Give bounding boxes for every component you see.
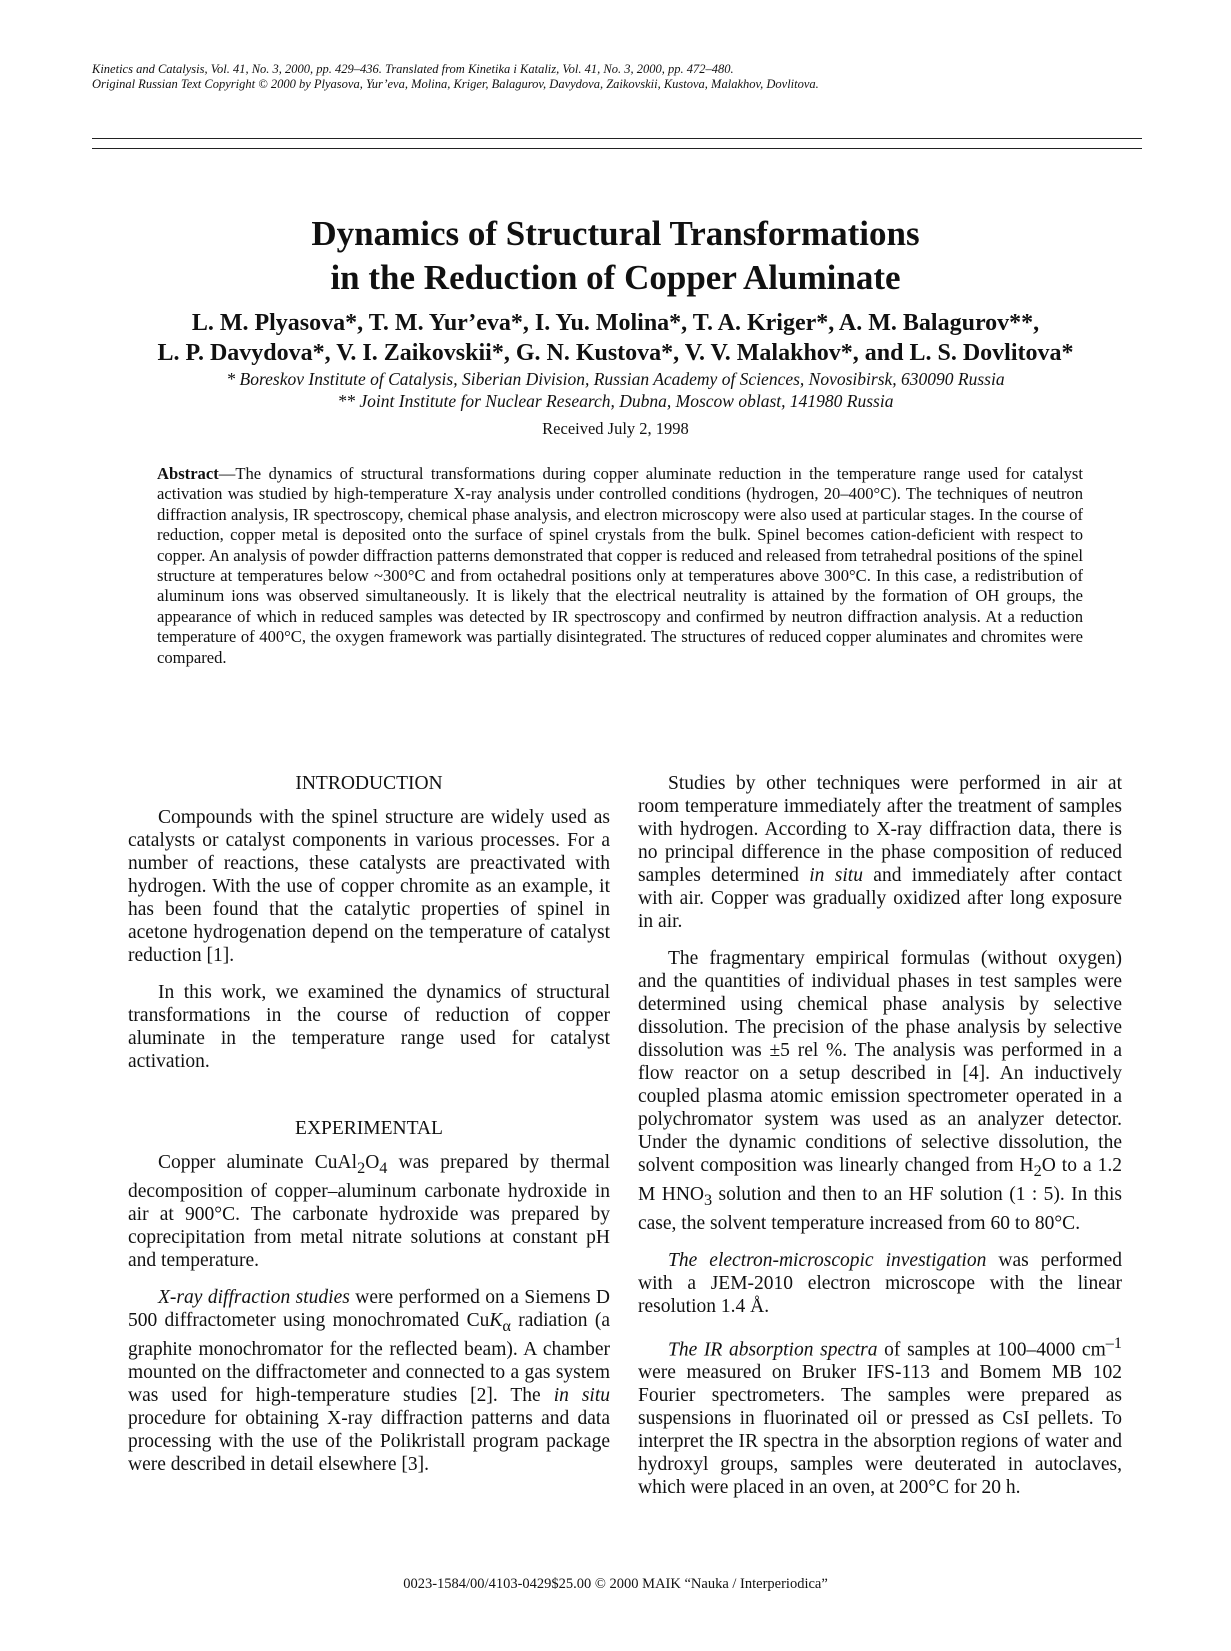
right-paragraph-3 bbox=[638, 1249, 1122, 1318]
abstract bbox=[157, 464, 1083, 668]
r-p2-sub-2: 3 bbox=[703, 1190, 713, 1209]
title-line-2: in the Reduction of Copper Aluminate bbox=[330, 258, 901, 297]
exp-p1-sub-2: 4 bbox=[379, 1158, 388, 1177]
r-p2-sub-1: 2 bbox=[1033, 1161, 1042, 1180]
title-line-1: Dynamics of Structural Transformations bbox=[311, 214, 920, 253]
exp-p2-text-c: procedure for obtaining X-ray diffraction patterns and data processing with the use of the Polikristall program package were described in detail elsewhere [3]. bbox=[128, 1407, 610, 1475]
r-p3-italic: The electron-microscopic investigation bbox=[668, 1249, 987, 1271]
exp-p1-sub-1: 2 bbox=[357, 1158, 366, 1177]
exp-p1-text-c: was prepared by thermal decomposition of copper–aluminum carbonate hydroxide in air at 900°C. The carbonate hydroxide was prepared by coprecipitation from metal nitrate solutions at constant pH and temperature. bbox=[128, 1152, 610, 1271]
right-paragraph-2 bbox=[638, 947, 1122, 1235]
r-p2-text-b: O to a 1.2 M HNO bbox=[638, 1155, 1122, 1205]
r-p3-text: was performed with a JEM-2010 electron microscope with the linear resolution 1.4 Å. bbox=[638, 1249, 1122, 1317]
authors-line-2: L. P. Davydova*, V. I. Zaikovskii*, G. N. Kustova*, V. V. Malakhov*, and L. S. Dovlitova* bbox=[157, 340, 1074, 366]
experimental-heading: EXPERIMENTAL bbox=[295, 1118, 443, 1139]
left-column bbox=[128, 772, 610, 1490]
exp-p2-italic: X-ray diffraction studies bbox=[158, 1286, 350, 1308]
r-p2-text-a: The fragmentary empirical formulas (without oxygen) and the quantities of individual phases in test samples were determined using chemical phase analysis by selective dissolution. The precision of the phase analysis by selective dissolution was ±5 rel %. The analysis was performed in a flow reactor on a setup described in [4]. An inductively coupled plasma atomic emission spectrometer operated in a polychromator system was used as an analyzer detector. Under the dynamic conditions of selective dissolution, the solvent composition was linearly changed from H bbox=[638, 948, 1122, 1176]
r-p4-sup: –1 bbox=[1105, 1333, 1122, 1352]
r-p4-text-b: were measured on Bruker IFS-113 and Bomem MB 102 Fourier spectrometers. The samples were prepared as suspensions in fluorinated oil or pressed as CsI pellets. To interpret the IR spectra in the absorption regions of water and hydroxyl groups, samples were deuterated in autoclaves, which were placed in an oven, at 200°C for 20 h. bbox=[638, 1362, 1122, 1499]
abstract-lead: Abstract bbox=[157, 464, 219, 483]
r-p2-text-c: solution and then to an HF solution (1 : 5). In this case, the solvent temperature increased from 60 to 80°C. bbox=[638, 1183, 1122, 1234]
r-p1-in-situ: in situ bbox=[809, 865, 863, 886]
affiliation-2: ** Joint Institute for Nuclear Research, Dubna, Moscow oblast, 141980 Russia bbox=[337, 391, 894, 411]
r-p4-text-a: of samples at 100–4000 cm bbox=[877, 1339, 1106, 1361]
exp-p2-alpha: α bbox=[502, 1316, 511, 1335]
header-line-2: Original Russian Text Copyright © 2000 by Plyasova, Yur’eva, Molina, Kriger, Balagurov, Davydova, Zaikovskii, Kustova, Malakhov, Dovlitova. bbox=[92, 77, 819, 91]
abstract-text: —The dynamics of structural transformations during copper aluminate reduction in the temperature range used for catalyst activation was studied by high-temperature X-ray analysis under controlled conditions (hydrogen, 20–400°C). The techniques of neutron diffraction analysis, IR spectroscopy, chemical phase analysis, and electron microscopy were also used at particular stages. In the course of reduction, copper metal is deposited onto the surface of spinel crystals from the bulk. Spinel becomes cation-deficient with respect to copper. An analysis of powder diffraction patterns demonstrated that copper is reduced and released from tetrahedral positions of the spinel structure at temperatures below ~300°C and from octahedral positions only at temperatures above 300°C. In this case, a redistribution of aluminum ions was observed simultaneously. It is likely that the electrical neutrality is attained by the formation of OH groups, the appearance of which in reduced samples was detected by IR spectroscopy and confirmed by neutron diffraction analysis. At a reduction temperature of 400°C, the oxygen framework was partially disintegrated. The structures of reduced copper aluminates and chromites were compared. bbox=[157, 464, 1083, 667]
introduction-heading: INTRODUCTION bbox=[295, 773, 443, 794]
r-p1-text-b: and immediately after contact with air. Copper was gradually oxidized after long exposure in air. bbox=[638, 865, 1122, 932]
exp-p2-in-situ: in situ bbox=[553, 1384, 611, 1406]
experimental-paragraph-1 bbox=[128, 1151, 610, 1272]
exp-p1-text-a: Copper aluminate CuAl bbox=[158, 1152, 358, 1173]
right-paragraph-1 bbox=[638, 772, 1122, 933]
copyright-footer: 0023-1584/00/4103-0429$25.00 © 2000 MAIK “Nauka / Interperiodica” bbox=[403, 1576, 828, 1592]
exp-p2-text-b: radiation (a graphite monochromator for the reflected beam). A chamber mounted on the diffractometer and connected to a gas system was used for high-temperature studies [2]. The bbox=[128, 1309, 610, 1406]
journal-header bbox=[92, 62, 1142, 92]
authors-line-1: L. M. Plyasova*, T. M. Yur’eva*, I. Yu. Molina*, T. A. Kriger*, A. M. Balagurov**, bbox=[191, 310, 1040, 336]
exp-p2-text-a: were performed on a Siemens D 500 diffractometer using monochromated Cu bbox=[128, 1286, 610, 1331]
r-p4-italic: The IR absorption spectra bbox=[668, 1339, 878, 1361]
exp-p1-text-b: O bbox=[365, 1152, 380, 1173]
right-column bbox=[638, 772, 1122, 1513]
received-date: Received July 2, 1998 bbox=[542, 419, 689, 438]
experimental-paragraph-2 bbox=[128, 1286, 610, 1476]
paper-title bbox=[0, 212, 1231, 300]
author-list bbox=[0, 308, 1231, 368]
header-rule-thin bbox=[92, 138, 1142, 139]
intro-paragraph-1: Compounds with the spinel structure are widely used as catalysts or catalyst components in various processes. For a number of reactions, these catalysts are preactivated with hydrogen. With the use of copper chromite as an example, it has been found that the catalytic properties of spinel in acetone hydrogenation depend on the temperature of catalyst reduction [1]. bbox=[128, 807, 610, 966]
right-paragraph-4 bbox=[638, 1332, 1122, 1500]
affiliation-1: * Boreskov Institute of Catalysis, Siberian Division, Russian Academy of Sciences, Novosibirsk, 630090 Russia bbox=[226, 369, 1005, 389]
affiliations bbox=[0, 368, 1231, 412]
header-line-1: Kinetics and Catalysis, Vol. 41, No. 3, 2000, pp. 429–436. Translated from Kinetika i Kataliz, Vol. 41, No. 3, 2000, pp. 472–480. bbox=[92, 62, 734, 76]
exp-p2-k: K bbox=[489, 1309, 503, 1331]
header-rule-thick bbox=[92, 148, 1142, 149]
intro-paragraph-2: In this work, we examined the dynamics of structural transformations in the course of reduction of copper aluminate in the temperature range used for catalyst activation. bbox=[128, 982, 610, 1072]
r-p1-text-a: Studies by other techniques were performed in air at room temperature immediately after the treatment of samples with hydrogen. According to X-ray diffraction data, there is no principal difference in the phase composition of reduced samples determined bbox=[638, 773, 1122, 886]
